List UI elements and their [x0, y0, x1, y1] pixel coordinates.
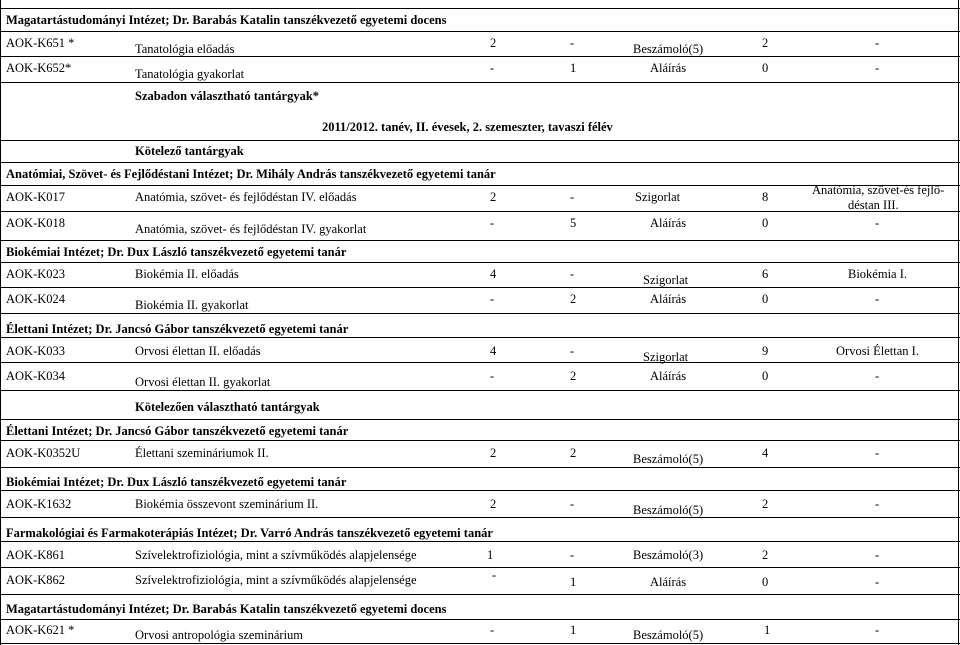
- prerequisite: -: [875, 36, 880, 50]
- seminar-hours: -: [570, 548, 575, 562]
- row-divider: [0, 567, 960, 568]
- exam-type: Aláírás: [650, 575, 687, 589]
- lecture-hours: -: [490, 292, 495, 306]
- department-header: Magatartástudományi Intézet; Dr. Barabás Katalin tanszékvezető egyetemi docens: [6, 13, 447, 27]
- lecture-hours: 1: [487, 548, 494, 562]
- course-name: Anatómia, szövet- és fejlődéstan IV. előadás: [135, 190, 357, 204]
- exam-type: Aláírás: [650, 292, 687, 306]
- department-header: Élettani Intézet; Dr. Jancsó Gábor tanszékvezető egyetemi tanár: [6, 322, 349, 336]
- lecture-hours: 4: [490, 267, 497, 281]
- prerequisite: -: [875, 575, 880, 589]
- credits: 1: [764, 623, 771, 637]
- course-code: AOK-K652*: [6, 61, 72, 75]
- course-code: AOK-K033: [6, 344, 66, 358]
- prerequisite: Anatómia, szövet-és fejlő-: [812, 183, 945, 197]
- course-code: AOK-K017: [6, 190, 66, 204]
- credits: 6: [762, 267, 769, 281]
- course-name: Tanatológia gyakorlat: [135, 67, 245, 81]
- term-title: 2011/2012. tanév, II. évesek, 2. szemeszter, tavaszi félév: [322, 120, 613, 134]
- prerequisite: -: [875, 497, 880, 511]
- credits: 2: [762, 497, 769, 511]
- lecture-hours: 2: [490, 190, 497, 204]
- course-code: AOK-K621 *: [6, 623, 75, 637]
- lecture-hours: -: [490, 61, 495, 75]
- prerequisite: -: [875, 61, 880, 75]
- exam-type: Aláírás: [650, 216, 687, 230]
- credits: 0: [762, 216, 769, 230]
- exam-type: Beszámoló(5): [633, 452, 704, 466]
- course-code: AOK-K0352U: [6, 446, 81, 460]
- prerequisite: Orvosi Élettan I.: [836, 344, 919, 358]
- seminar-hours: -: [570, 36, 575, 50]
- lecture-hours: -: [490, 369, 495, 383]
- seminar-hours: 1: [570, 61, 577, 75]
- row-divider: [0, 517, 960, 518]
- seminar-hours: 2: [570, 369, 577, 383]
- row-divider: [0, 162, 960, 163]
- prerequisite: -: [875, 623, 880, 637]
- row-divider: [0, 31, 960, 32]
- row-divider: [0, 440, 960, 441]
- exam-type: Szigorlat: [635, 190, 681, 204]
- row-divider: [0, 490, 960, 491]
- row-divider: [0, 643, 960, 644]
- row-divider: [0, 211, 960, 212]
- department-header: Anatómiai, Szövet- és Fejlődéstani Intézet; Dr. Mihály András tanszékvezető egyetemi tanár: [6, 167, 496, 181]
- department-header: Biokémiai Intézet; Dr. Dux László tanszékvezető egyetemi tanár: [6, 245, 347, 259]
- seminar-hours: 1: [570, 575, 577, 589]
- seminar-hours: -: [570, 190, 575, 204]
- course-name: Szívelektrofiziológia, mint a szívműködés alapjelensége: [135, 573, 417, 587]
- row-divider: [0, 594, 960, 595]
- row-divider: [0, 140, 960, 141]
- row-divider: [0, 240, 960, 241]
- prerequisite: -: [875, 446, 880, 460]
- row-divider: [0, 390, 960, 391]
- course-name: Orvosi antropológia szeminárium: [135, 628, 304, 642]
- lecture-hours: 4: [490, 344, 497, 358]
- seminar-hours: -: [570, 497, 575, 511]
- credits: 0: [762, 292, 769, 306]
- lecture-hours: -: [492, 568, 497, 582]
- section-label: Kötelező tantárgyak: [135, 144, 244, 158]
- row-divider: [0, 619, 960, 620]
- department-header: Magatartástudományi Intézet; Dr. Barabás Katalin tanszékvezető egyetemi docens: [6, 602, 447, 616]
- course-name: Biokémia II. gyakorlat: [135, 298, 249, 312]
- row-divider: [0, 337, 960, 338]
- course-code: AOK-K024: [6, 292, 66, 306]
- row-divider: [0, 419, 960, 420]
- row-divider: [0, 362, 960, 363]
- exam-type: Aláírás: [650, 369, 687, 383]
- course-name: Orvosi élettan II. előadás: [135, 344, 261, 358]
- seminar-hours: 2: [570, 292, 577, 306]
- seminar-hours: 5: [570, 216, 577, 230]
- course-code: AOK-K018: [6, 216, 66, 230]
- lecture-hours: -: [490, 623, 495, 637]
- course-code: AOK-K861: [6, 548, 66, 562]
- exam-type: Beszámoló(5): [633, 42, 704, 56]
- lecture-hours: 2: [490, 36, 497, 50]
- course-name: Biokémia II. előadás: [135, 267, 239, 281]
- prerequisite: -: [875, 369, 880, 383]
- row-divider: [0, 287, 960, 288]
- department-header: Élettani Intézet; Dr. Jancsó Gábor tanszékvezető egyetemi tanár: [6, 424, 349, 438]
- course-code: AOK-K651 *: [6, 36, 75, 50]
- exam-type: Szigorlat: [643, 273, 689, 287]
- credits: 0: [762, 61, 769, 75]
- prerequisite: -: [875, 548, 880, 562]
- prerequisite: -: [875, 216, 880, 230]
- credits: 0: [762, 369, 769, 383]
- course-name: Orvosi élettan II. gyakorlat: [135, 375, 271, 389]
- course-name: Tanatológia előadás: [135, 42, 235, 56]
- seminar-hours: -: [570, 267, 575, 281]
- course-code: AOK-K1632: [6, 497, 72, 511]
- course-code: AOK-K023: [6, 267, 66, 281]
- seminar-hours: -: [570, 344, 575, 358]
- credits: 4: [762, 446, 769, 460]
- course-name: Biokémia összevont szeminárium II.: [135, 497, 319, 511]
- row-divider: [0, 8, 960, 9]
- course-name: Élettani szemináriumok II.: [135, 446, 269, 460]
- department-header: Biokémiai Intézet; Dr. Dux László tanszékvezető egyetemi tanár: [6, 475, 347, 489]
- prerequisite: déstan III.: [848, 198, 899, 210]
- credits: 8: [762, 190, 769, 204]
- course-name: Szívelektrofiziológia, mint a szívműködés alapjelensége: [135, 548, 417, 562]
- exam-type: Beszámoló(5): [633, 628, 704, 642]
- left-border: [0, 0, 1, 645]
- row-divider: [0, 541, 960, 542]
- row-divider: [0, 467, 960, 468]
- row-divider: [0, 56, 960, 57]
- course-code: AOK-K034: [6, 369, 66, 383]
- exam-type: Beszámoló(5): [633, 503, 704, 517]
- seminar-hours: 1: [570, 623, 577, 637]
- section-label: Kötelezően választható tantárgyak: [135, 400, 320, 414]
- right-border: [958, 0, 959, 645]
- exam-type: Beszámoló(3): [633, 548, 704, 562]
- credits: 2: [762, 36, 769, 50]
- department-header: Farmakológiai és Farmakoterápiás Intézet; Dr. Varró András tanszékvezető egyetemi tanár: [6, 526, 493, 540]
- credits: 9: [762, 344, 769, 358]
- row-divider: [0, 262, 960, 263]
- prerequisite-cell: [804, 183, 958, 210]
- credits: 0: [762, 575, 769, 589]
- lecture-hours: 2: [490, 446, 497, 460]
- lecture-hours: 2: [490, 497, 497, 511]
- prerequisite: -: [875, 292, 880, 306]
- course-code: AOK-K862: [6, 573, 66, 587]
- exam-type: Aláírás: [650, 61, 687, 75]
- course-name: Anatómia, szövet- és fejlődéstan IV. gyakorlat: [135, 222, 367, 236]
- exam-type: Szigorlat: [643, 350, 689, 364]
- prerequisite: Biokémia I.: [848, 267, 908, 281]
- lecture-hours: -: [490, 216, 495, 230]
- credits: 2: [762, 548, 769, 562]
- seminar-hours: 2: [570, 446, 577, 460]
- row-divider: [0, 313, 960, 314]
- row-divider: [0, 82, 960, 83]
- section-label: Szabadon választható tantárgyak*: [135, 89, 320, 103]
